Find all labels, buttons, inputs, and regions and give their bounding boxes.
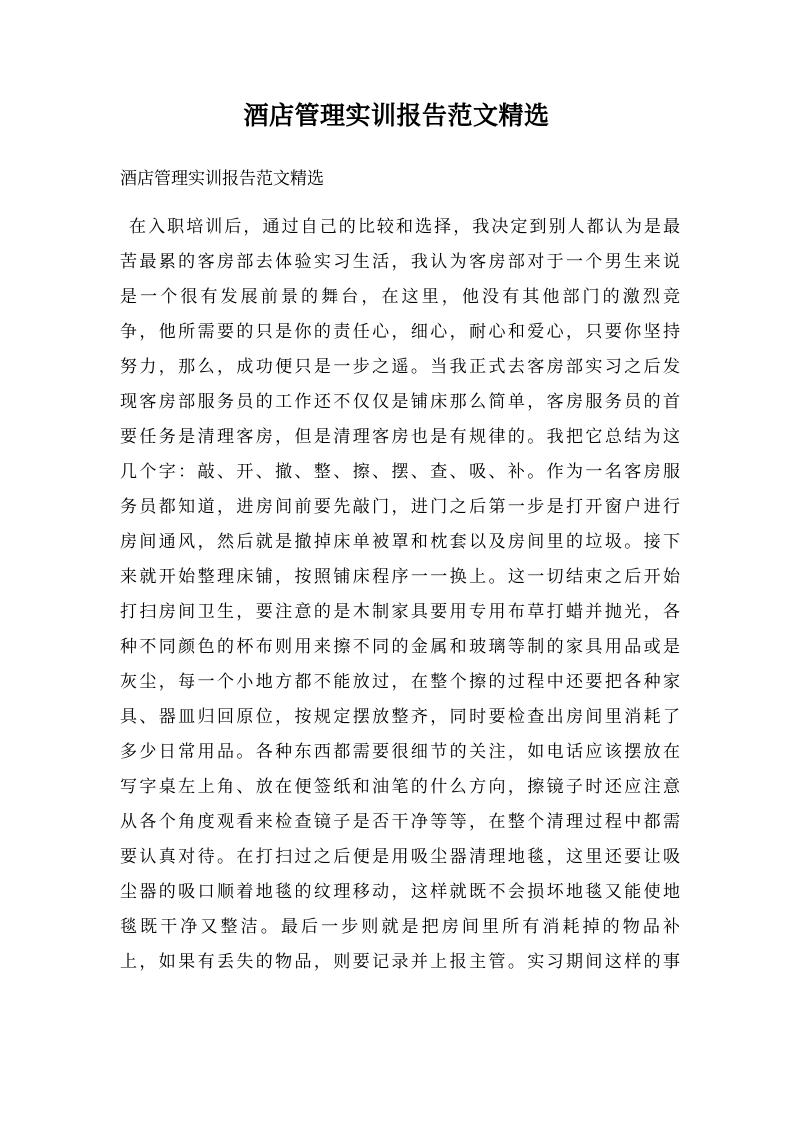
paragraph-line-22: 上，如果有丢失的物品，则要记录并上报主管。实习期间这样的事 (120, 952, 680, 972)
paragraph-line-4: 争，他所需要的只是你的责任心，细心，耐心和爱心，只要你坚持 (120, 322, 680, 342)
paragraph-line-19: 要认真对待。在打扫过之后便是用吸尘器清理地毯，这里还要让吸 (120, 847, 680, 867)
document-title: 酒店管理实训报告范文精选 (243, 101, 550, 130)
paragraph-line-17: 写字桌左上角、放在便签纸和油笔的什么方向，擦镜子时还应注意 (120, 777, 680, 797)
paragraph-line-21: 毯既干净又整洁。最后一步则就是把房间里所有消耗掉的物品补 (120, 917, 680, 937)
paragraph-line-3: 是一个很有发展前景的舞台，在这里，他没有其他部门的激烈竞 (120, 287, 680, 307)
paragraph-line-20: 尘器的吸口顺着地毯的纹理移动，这样就既不会损坏地毯又能使地 (120, 882, 680, 902)
paragraph-line-9: 务员都知道，进房间前要先敲门，进门之后第一步是打开窗户进行 (120, 497, 680, 517)
paragraph-line-14: 灰尘，每一个小地方都不能放过，在整个擦的过程中还要把各种家 (120, 672, 680, 692)
paragraph-line-18: 从各个角度观看来检查镜子是否干净等等，在整个清理过程中都需 (120, 812, 680, 832)
paragraph-line-5: 努力，那么，成功便只是一步之遥。当我正式去客房部实习之后发 (120, 357, 680, 377)
paragraph-line-1: 在入职培训后，通过自己的比较和选择，我决定到别人都认为是最 (129, 217, 680, 237)
body-paragraph (120, 210, 680, 980)
paragraph-line-15: 具、器皿归回原位，按规定摆放整齐，同时要检查出房间里消耗了 (120, 707, 680, 727)
paragraph-line-11: 来就开始整理床铺，按照铺床程序一一换上。这一切结束之后开始 (120, 567, 680, 587)
paragraph-line-7: 要任务是清理客房，但是清理客房也是有规律的。我把它总结为这 (120, 427, 680, 447)
paragraph-line-12: 打扫房间卫生，要注意的是木制家具要用专用布草打蜡并抛光，各 (120, 602, 680, 622)
paragraph-line-10: 房间通风，然后就是撤掉床单被罩和枕套以及房间里的垃圾。接下 (120, 532, 680, 552)
paragraph-line-13: 种不同颜色的杯布则用来擦不同的金属和玻璃等制的家具用品或是 (120, 637, 680, 657)
paragraph-line-6: 现客房部服务员的工作还不仅仅是铺床那么简单，客房服务员的首 (120, 392, 680, 412)
paragraph-line-8: 几个字：敲、开、撤、整、擦、摆、查、吸、补。作为一名客房服 (120, 462, 680, 482)
paragraph-line-16: 多少日常用品。各种东西都需要很细节的关注，如电话应该摆放在 (120, 742, 680, 762)
paragraph-line-2: 苦最累的客房部去体验实习生活，我认为客房部对于一个男生来说 (120, 252, 680, 272)
document-subtitle: 酒店管理实训报告范文精选 (120, 169, 324, 189)
